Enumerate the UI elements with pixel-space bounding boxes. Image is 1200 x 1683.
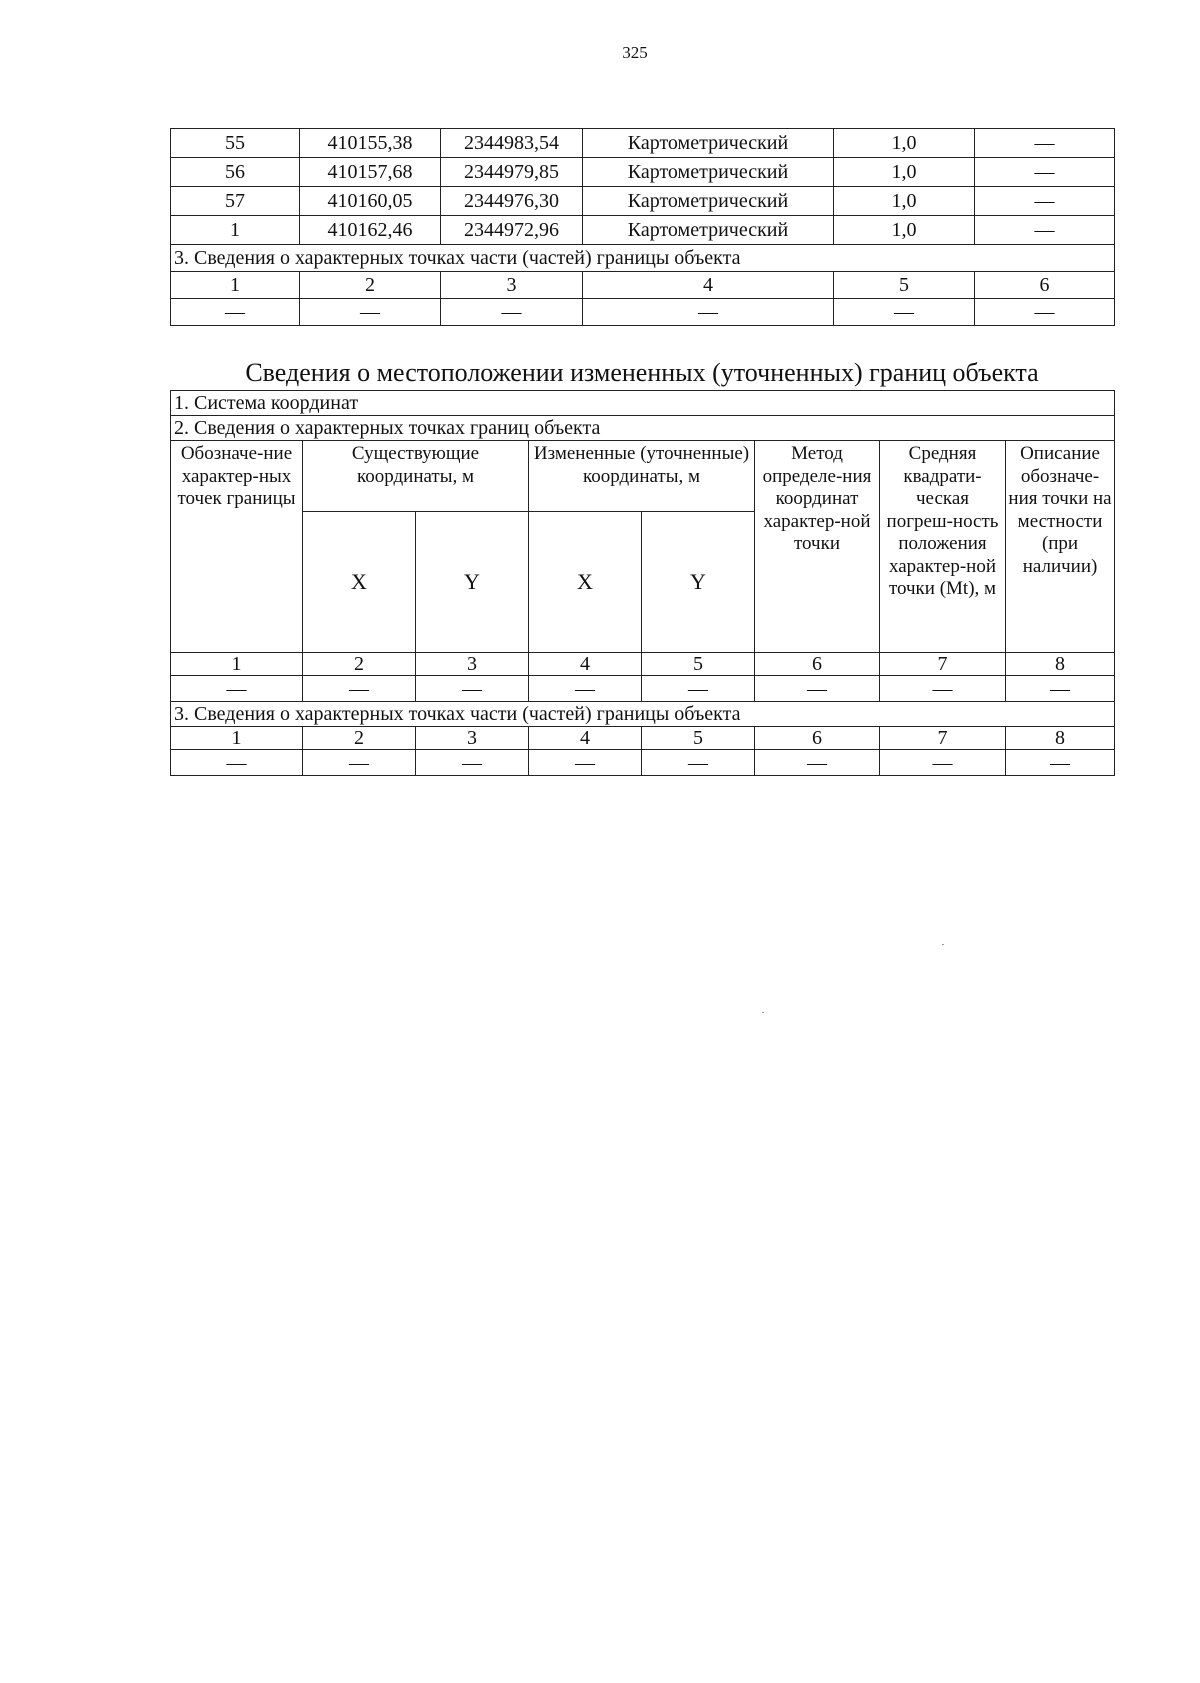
description-cell: —	[975, 129, 1115, 158]
empty-cell: —	[1006, 676, 1115, 702]
empty-cell: —	[303, 750, 416, 776]
column-numbers-row	[171, 727, 1115, 750]
empty-cell: —	[642, 676, 755, 702]
error-cell: 1,0	[834, 187, 975, 216]
header-changed-y: Y	[642, 512, 755, 653]
header-error: Средняя квадрати-ческая погреш-ность положения характер-ной точки (Mt), м	[880, 441, 1006, 653]
section-row	[171, 245, 1115, 272]
empty-row	[171, 750, 1115, 776]
empty-cell: —	[300, 299, 441, 326]
error-cell: 1,0	[834, 158, 975, 187]
empty-cell: —	[441, 299, 583, 326]
column-number: 8	[1006, 727, 1115, 750]
x-coordinate-cell: 410160,05	[300, 187, 441, 216]
column-numbers-row	[171, 272, 1115, 299]
column-number: 4	[583, 272, 834, 299]
point-number-cell: 57	[171, 187, 300, 216]
column-number: 2	[303, 653, 416, 676]
empty-cell: —	[171, 750, 303, 776]
column-number: 3	[416, 727, 529, 750]
y-coordinate-cell: 2344983,54	[441, 129, 583, 158]
empty-cell: —	[834, 299, 975, 326]
column-number: 2	[303, 727, 416, 750]
header-existing-x: X	[303, 512, 416, 653]
empty-cell: —	[755, 676, 880, 702]
method-cell: Картометрический	[583, 216, 834, 245]
empty-cell: —	[416, 676, 529, 702]
header-existing-y: Y	[416, 512, 529, 653]
empty-row	[171, 299, 1115, 326]
section-row	[171, 702, 1115, 727]
empty-cell: —	[755, 750, 880, 776]
section-row	[171, 416, 1115, 441]
y-coordinate-cell: 2344979,85	[441, 158, 583, 187]
x-coordinate-cell: 410162,46	[300, 216, 441, 245]
point-number-cell: 55	[171, 129, 300, 158]
method-cell: Картометрический	[583, 158, 834, 187]
column-number: 5	[834, 272, 975, 299]
empty-cell: —	[1006, 750, 1115, 776]
header-changed-x: X	[529, 512, 642, 653]
column-number: 4	[529, 727, 642, 750]
y-coordinate-cell: 2344972,96	[441, 216, 583, 245]
coordinates-table	[170, 128, 1115, 326]
column-number: 1	[171, 272, 300, 299]
column-number: 5	[642, 653, 755, 676]
empty-cell: —	[880, 750, 1006, 776]
method-cell: Картометрический	[583, 129, 834, 158]
empty-cell: —	[880, 676, 1006, 702]
empty-cell: —	[583, 299, 834, 326]
empty-row	[171, 676, 1115, 702]
point-number-cell: 1	[171, 216, 300, 245]
error-cell: 1,0	[834, 129, 975, 158]
scan-speck	[762, 1012, 764, 1013]
column-number: 6	[755, 653, 880, 676]
section-row	[171, 391, 1115, 416]
header-designation: Обозначе-ние характер-ных точек границы	[171, 441, 303, 653]
table-row	[171, 187, 1115, 216]
column-number: 1	[171, 653, 303, 676]
column-number: 1	[171, 727, 303, 750]
section2-label: 2. Сведения о характерных точках границ объекта	[171, 416, 1115, 441]
table-row	[171, 158, 1115, 187]
column-number: 3	[416, 653, 529, 676]
empty-cell: —	[529, 750, 642, 776]
empty-cell: —	[171, 299, 300, 326]
section-title: Сведения о местоположении измененных (уточненных) границ объекта	[245, 358, 1039, 387]
changed-boundaries-table-body	[171, 391, 1115, 776]
coordinates-table-body	[171, 129, 1115, 326]
column-number: 7	[880, 653, 1006, 676]
column-number: 6	[755, 727, 880, 750]
header-changed-coordinates: Измененные (уточненные) координаты, м	[529, 441, 755, 512]
empty-cell: —	[303, 676, 416, 702]
description-cell: —	[975, 216, 1115, 245]
column-number: 7	[880, 727, 1006, 750]
section1-label: 1. Система координат	[171, 391, 1115, 416]
column-number: 4	[529, 653, 642, 676]
column-number: 2	[300, 272, 441, 299]
empty-cell: —	[529, 676, 642, 702]
column-numbers-row	[171, 653, 1115, 676]
method-cell: Картометрический	[583, 187, 834, 216]
section3-label: 3. Сведения о характерных точках части (частей) границы объекта	[171, 245, 1115, 272]
header-row	[171, 441, 1115, 512]
x-coordinate-cell: 410155,38	[300, 129, 441, 158]
error-cell: 1,0	[834, 216, 975, 245]
column-number: 8	[1006, 653, 1115, 676]
scan-speck	[942, 944, 944, 945]
header-existing-coordinates: Существующие координаты, м	[303, 441, 529, 512]
empty-cell: —	[642, 750, 755, 776]
table-row	[171, 216, 1115, 245]
x-coordinate-cell: 410157,68	[300, 158, 441, 187]
column-number: 5	[642, 727, 755, 750]
page-number: 325	[622, 43, 648, 62]
header-method: Метод определе-ния координат характер-ной точки	[755, 441, 880, 653]
table-row	[171, 129, 1115, 158]
point-number-cell: 56	[171, 158, 300, 187]
changed-boundaries-table	[170, 390, 1115, 776]
column-number: 3	[441, 272, 583, 299]
empty-cell: —	[416, 750, 529, 776]
empty-cell: —	[975, 299, 1115, 326]
section3-label: 3. Сведения о характерных точках части (частей) границы объекта	[171, 702, 1115, 727]
header-description: Описание обозначе-ния точки на местности (при наличии)	[1006, 441, 1115, 653]
description-cell: —	[975, 158, 1115, 187]
column-number: 6	[975, 272, 1115, 299]
empty-cell: —	[171, 676, 303, 702]
y-coordinate-cell: 2344976,30	[441, 187, 583, 216]
description-cell: —	[975, 187, 1115, 216]
